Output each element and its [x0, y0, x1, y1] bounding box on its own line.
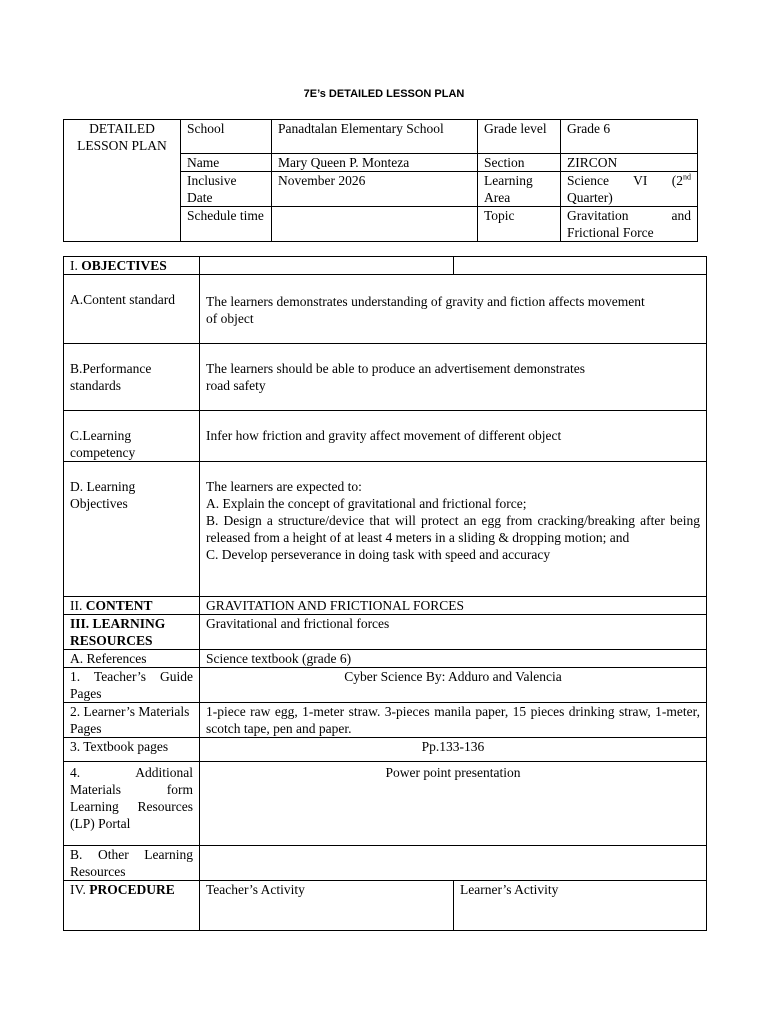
grade-value: Grade 6 — [561, 120, 698, 154]
name-label: Name — [181, 154, 272, 172]
objectives-blank-1 — [200, 257, 454, 275]
school-value: Panadtalan Elementary School — [272, 120, 478, 154]
procedure-heading: IV. PROCEDURE — [64, 881, 200, 931]
additional-materials-label: 4. Additional Materials form Learning Resources (LP) Portal — [64, 762, 200, 846]
area-label: Learning Area — [478, 172, 561, 207]
learner-activity-header: Learner’s Activity — [454, 881, 707, 931]
teacher-activity-header: Teacher’s Activity — [200, 881, 454, 931]
grade-label: Grade level — [478, 120, 561, 154]
name-value: Mary Queen P. Monteza — [272, 154, 478, 172]
learner-materials-value: 1-piece raw egg, 1-meter straw. 3-pieces manila paper, 15 pieces drinking straw, 1-meter, scotch tape, pen and paper. — [200, 703, 707, 738]
learner-materials-label: 2. Learner’s Materials Pages — [64, 703, 200, 738]
schedule-label: Schedule time — [181, 207, 272, 242]
date-label: Inclusive Date — [181, 172, 272, 207]
learning-objectives-value: The learners are expected to: A. Explain the concept of gravitational and frictional force; B. Design a structure/device that will protect an egg from cracking/breaking after being released from a height of at least 4 meters in a sliding & dropping motion; and C. Develop perseverance in doing task with speed and accuracy — [200, 462, 707, 597]
teacher-guide-label: 1. Teacher’s Guide Pages — [64, 668, 200, 703]
learning-competency-label: C.Learning competency — [64, 411, 200, 462]
performance-standards-value: The learners should be able to produce an advertisement demonstrates road safety — [200, 344, 707, 411]
objectives-heading: I. OBJECTIVES — [64, 257, 200, 275]
references-value: Science textbook (grade 6) — [200, 650, 707, 668]
learning-resources-value: Gravitational and frictional forces — [200, 615, 707, 650]
performance-standards-label: B.Performance standards — [64, 344, 200, 411]
content-standard-value: The learners demonstrates understanding of gravity and fiction affects movement of object — [200, 275, 707, 344]
additional-materials-value: Power point presentation — [200, 762, 707, 846]
content-standard-label: A.Content standard — [64, 275, 200, 344]
topic-value: Gravitation and Frictional Force — [561, 207, 698, 242]
lesson-header-table — [63, 119, 698, 242]
content-value: GRAVITATION AND FRICTIONAL FORCES — [200, 597, 707, 615]
section-value: ZIRCON — [561, 154, 698, 172]
section-label: Section — [478, 154, 561, 172]
area-value: Science VI (2nd Quarter) — [561, 172, 698, 207]
schedule-value — [272, 207, 478, 242]
learning-resources-heading: III. LEARNING RESOURCES — [64, 615, 200, 650]
topic-label: Topic — [478, 207, 561, 242]
learning-competency-value: Infer how friction and gravity affect movement of different object — [200, 411, 707, 462]
teacher-guide-value: Cyber Science By: Adduro and Valencia — [200, 668, 707, 703]
school-label: School — [181, 120, 272, 154]
references-label: A. References — [64, 650, 200, 668]
textbook-pages-label: 3. Textbook pages — [64, 738, 200, 762]
date-value: November 2026 — [272, 172, 478, 207]
other-resources-value — [200, 846, 707, 881]
document-title: 7E’s DETAILED LESSON PLAN — [303, 88, 465, 100]
lesson-plan-table — [63, 256, 707, 931]
lesson-plan-label: DETAILED LESSON PLAN — [64, 120, 181, 242]
learning-objectives-label: D. Learning Objectives — [64, 462, 200, 597]
other-resources-label: B. Other Learning Resources — [64, 846, 200, 881]
objectives-blank-2 — [454, 257, 707, 275]
content-heading: II. CONTENT — [64, 597, 200, 615]
textbook-pages-value: Pp.133-136 — [200, 738, 707, 762]
